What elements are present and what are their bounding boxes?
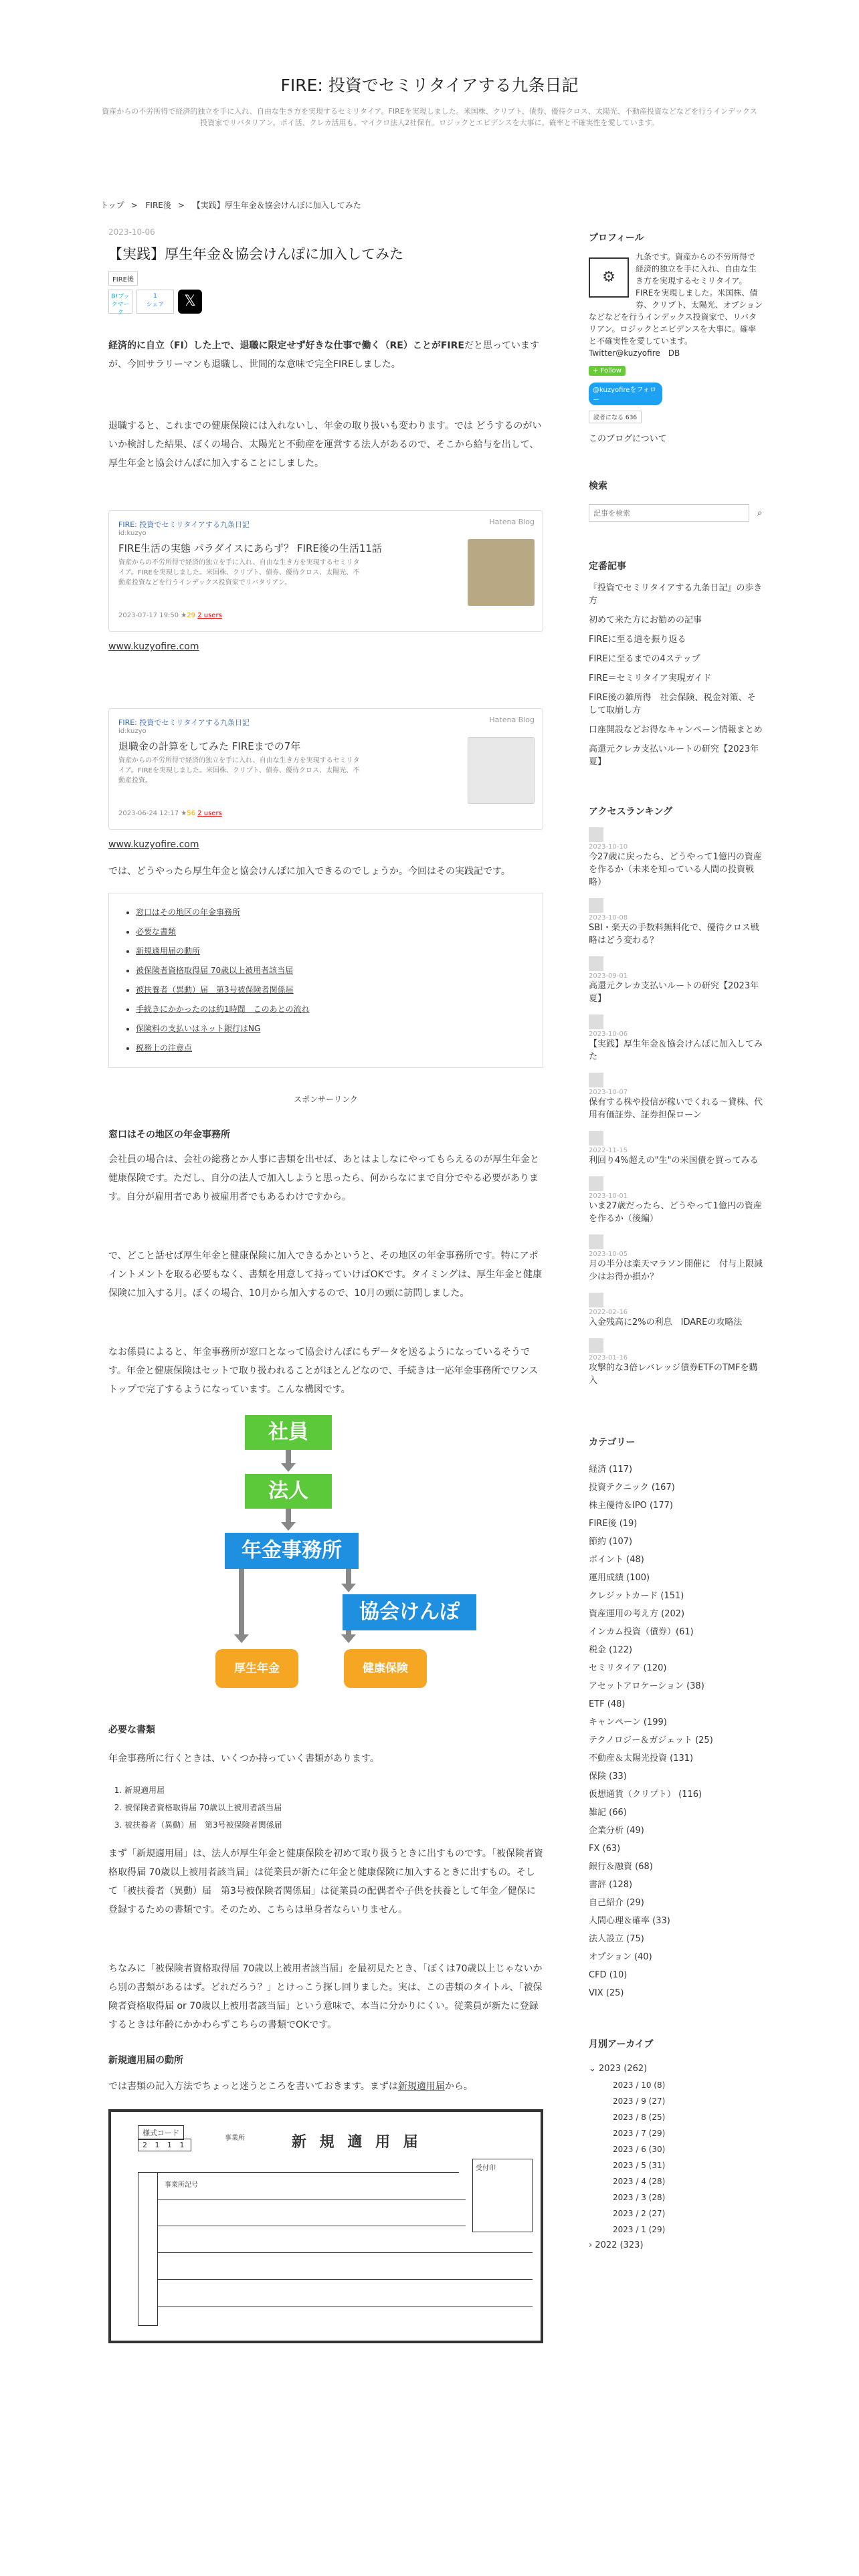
- ranking-section: [589, 804, 763, 1387]
- kyokai-kenpo-box: 協会けんぽ: [343, 1594, 476, 1630]
- search-box: [589, 504, 763, 522]
- archive-heading: 月別アーカイブ: [589, 2039, 654, 2050]
- facebook-label: シェア: [146, 302, 165, 308]
- toc-item[interactable]: • 税務上の注意点: [136, 1039, 529, 1058]
- card-meta: 2023-07-17 19:50 ★29 2 users: [118, 612, 222, 619]
- paragraph-5: で、どこと話せば厚生年金と健康保険に加入できるかというと、その地区の年金事務所です。特にアポイントメントを取る必要もなく、書類を用意して持っていけばOKです。タイミングは、厚生年金と健康保険に加入する月。ぼくの場合、10月から加入するので、10月の頭に訪問しました。: [108, 1251, 543, 1299]
- breadcrumb-top[interactable]: トップ: [100, 201, 124, 210]
- category-link[interactable]: 雑記 (66): [589, 1808, 627, 1818]
- article-date[interactable]: 2023-10-06: [108, 227, 155, 237]
- list-item: 3. 被扶養者（異動）届 第3号被保険者関係届: [124, 1816, 543, 1834]
- breadcrumb-category[interactable]: FIRE後: [145, 201, 171, 210]
- category-link[interactable]: 人間心理＆確率 (33): [589, 1916, 670, 1926]
- archive-month-link[interactable]: 2023 / 6 (30): [613, 2145, 666, 2154]
- blog-description: 資産からの不労所得で経済的独立を手に入れ、自由な生き方を実現するセミリタイア。FIREを実現しました。米国株、クリプト、債券、優待クロス、太陽光、不動産投資などなどを行うインデックス投資家でリバタリアン。ポイ活、クレカ活用も。マイクロ法人2社保有。ロジックとエビデンスを大事に。確率と不確実性を愛しています。: [102, 107, 757, 127]
- pension-office-box: 年金事務所: [225, 1533, 359, 1569]
- arrow-head: [281, 1522, 296, 1531]
- category-link[interactable]: 自己紹介 (29): [589, 1898, 644, 1908]
- follow-button[interactable]: + Follow: [589, 366, 626, 376]
- ranking-item[interactable]: 2023-09-01 高還元クレカ支払いルートの研究【2023年夏】: [589, 956, 763, 1005]
- arrow: [286, 1509, 291, 1523]
- health-insurance-box: 健康保険: [344, 1649, 427, 1688]
- search-icon[interactable]: ⌕: [757, 508, 763, 518]
- form-code-label: 様式コード: [138, 2125, 184, 2140]
- form-line: [138, 2172, 459, 2173]
- card-summary: 資産からの不労所得で経済的独立を手に入れ、自由な生き方を実現するセミリタイア。FIREを実現しました。米国株、クリプト、債券、優待クロス、太陽光、不動産投資。: [118, 757, 360, 784]
- share-buttons: [108, 290, 543, 314]
- arrow-head: [281, 1463, 296, 1472]
- fixed-article-link[interactable]: 口座開設などお得なキャンペーン情報まとめ: [589, 725, 763, 735]
- ranking-thumbnail: [589, 956, 603, 971]
- category-link[interactable]: キャンペーン (199): [589, 1717, 667, 1727]
- form-side-label: [138, 2172, 158, 2326]
- profile-avatar-icon[interactable]: ⚙: [589, 257, 629, 298]
- insurance-flow-diagram: [108, 1415, 543, 1703]
- category-link[interactable]: ETF (48): [589, 1699, 626, 1709]
- category-link[interactable]: 仮想通貨（クリプト） (116): [589, 1790, 702, 1800]
- category-link[interactable]: FX (63): [589, 1844, 621, 1854]
- card-meta: 2023-06-24 12:17 ★56 2 users: [118, 810, 222, 817]
- search-section: [589, 479, 763, 522]
- category-link[interactable]: 資産運用の考え方 (202): [589, 1609, 685, 1619]
- fixed-article-link[interactable]: FIRE＝セミリタイア実現ガイド: [589, 673, 712, 683]
- list-item: 1. 新規適用届: [124, 1782, 543, 1799]
- category-link[interactable]: 運用成績 (100): [589, 1573, 650, 1583]
- profile-text: ⚙ 九条です。資産からの不労所得で経済的独立を手に入れ、自由な生き方を実現するセミリタイア。FIREを実現しました。米国株、債券、クリプト、太陽光、オプションなどなどを行うインデックス投資家で、リバタリアン。ロジックとエビデンスを大事に。確率と不確実性を愛しています。Twitter@kuzyofire DB: [589, 252, 763, 358]
- breadcrumb-current: 【実践】厚生年金＆協会けんぽに加入してみた: [192, 201, 361, 210]
- category-link[interactable]: FIRE後 (19): [589, 1519, 638, 1529]
- card-summary: 資産からの不労所得で経済的独立を手に入れ、自由な生き方を実現するセミリタイア。FIREを実現しました。米国株、クリプト、債券、優待クロス、太陽光、不動産投資などを行うインデックス投資家でリバタリアン。: [118, 559, 360, 586]
- category-link[interactable]: 税金 (122): [589, 1645, 633, 1655]
- ranking-thumbnail: [589, 1073, 603, 1087]
- paragraph-9: ちなみに「被保険者資格取得届 70歳以上被用者該当届」を最初見たとき、「ぼくは70歳以上じゃないから別の書類があるはず。どれだろう？」とけっこう探し回りました。実は、この書類のタイトル、「被保険者資格取得届 or 70歳以上被用者該当届」という意味で、本当に分かりにくい。従業員が新たに登録するときは年齢にかかわらずこちらの書類でOKです。: [108, 1963, 543, 2030]
- archive-month-link[interactable]: 2023 / 10 (8): [613, 2080, 666, 2090]
- category-list: [589, 1461, 763, 2002]
- category-link[interactable]: 保険 (33): [589, 1772, 627, 1782]
- fixed-article-link[interactable]: 『投資でセミリタイアする九条日記』の歩き方: [589, 583, 763, 606]
- category-link[interactable]: 株主優待＆IPO (177): [589, 1501, 673, 1511]
- form-office-label: 事業所記号: [165, 2181, 198, 2189]
- category-link[interactable]: 経済 (117): [589, 1465, 633, 1475]
- intro-paragraph: [108, 336, 543, 374]
- section-heading: 窓口はその地区の年金事務所: [108, 1130, 230, 1140]
- hatena-blog-label: Hatena Blog: [489, 716, 535, 724]
- hatena-bookmark-button[interactable]: B!ブックマーク: [108, 290, 132, 314]
- category-link[interactable]: 書評 (128): [589, 1880, 633, 1890]
- section-heading: 必要な書類: [108, 1725, 155, 1735]
- ranking-thumbnail: [589, 898, 603, 913]
- fixed-article-link[interactable]: FIRE後の雑所得 社会保険、税金対策、そして取崩し方: [589, 693, 756, 716]
- archive-list: [589, 2061, 763, 2254]
- category-link[interactable]: インカム投資（債券）(61): [589, 1627, 694, 1637]
- form-title: 新 規 適 用 届: [292, 2134, 422, 2151]
- toc-item[interactable]: • 手続きにかかったのは約1時間 このあとの流れ: [136, 1000, 529, 1019]
- section-heading: 新規適用届の動所: [108, 2055, 183, 2066]
- toc-item[interactable]: • 新規適用届の動所: [136, 942, 529, 961]
- archive-month-link[interactable]: 2023 / 9 (27): [613, 2097, 666, 2106]
- archive-month-link[interactable]: 2023 / 2 (27): [613, 2209, 666, 2218]
- ranking-item[interactable]: 2023-10-10 今27歳に戻ったら、どうやって1億円の資産を作るか（未来を知っている人間の投資戦略）: [589, 827, 763, 889]
- list-item: 2. 被保険者資格取得届 70歳以上被用者該当届: [124, 1799, 543, 1816]
- search-input[interactable]: [589, 504, 749, 522]
- category-link[interactable]: テクノロジー＆ガジェット (25): [589, 1735, 713, 1745]
- blog-card-1[interactable]: [108, 510, 543, 632]
- ranking-item[interactable]: 2023-10-08 SBI・楽天の手数料無料化で、優待クロス戦略はどう変わる？: [589, 898, 763, 947]
- toc-item[interactable]: • 被扶養者（異動）届 第3号被保険者関係届: [136, 980, 529, 1000]
- ranking-thumbnail: [589, 1235, 603, 1249]
- arrow: [286, 1450, 291, 1465]
- ranking-item[interactable]: 2023-10-05 月の半分は楽天マラソン開催に 付与上限減少はお得か損か？: [589, 1235, 763, 1283]
- corporation-box: 法人: [245, 1474, 332, 1509]
- ranking-item[interactable]: 2022-11-15 利回り4%超えの"生"の米国債を買ってみる: [589, 1131, 763, 1167]
- paragraph-7: 年金事務所に行くときは、いくつか持っていく書類があります。: [108, 1753, 379, 1764]
- table-of-contents: [108, 893, 543, 1068]
- ranking-item[interactable]: 2023-10-07 保有する株や投信が稼いでくれる〜貸株、代用有価証券、証券担保ローン: [589, 1073, 763, 1121]
- paragraph-2: 退職すると、これまでの健康保険には入れないし、年金の取り扱いも変わります。では どうするのがいいか検討した結果、ぼくの場合、太陽光と不動産を運営する法人があるので、そこから給与を出して、厚生年金と協会けんぽに加入することにしました。: [108, 421, 542, 469]
- arrow: [239, 1569, 244, 1636]
- fixed-article-link[interactable]: FIREに至る道を振り返る: [589, 635, 686, 645]
- facebook-share-button[interactable]: [136, 290, 174, 314]
- archive-month-link[interactable]: 2023 / 7 (29): [613, 2129, 666, 2138]
- ranking-thumbnail: [589, 1131, 603, 1146]
- new-application-link[interactable]: 新規適用届: [397, 2081, 445, 2092]
- category-link[interactable]: ポイント (48): [589, 1555, 644, 1565]
- article: [108, 227, 543, 2343]
- toc-item[interactable]: • 被保険者資格取得届 70歳以上被用者該当届: [136, 961, 529, 980]
- archive-month-link[interactable]: 2023 / 3 (28): [613, 2193, 666, 2202]
- arrow-head: [234, 1634, 249, 1643]
- ranking-item[interactable]: 2023-10-01 いま27歳だったら、どうやって1億円の資産を作るか（後編）: [589, 1176, 763, 1225]
- ranking-thumbnail: [589, 1338, 603, 1353]
- archive-month-link[interactable]: 2023 / 8 (25): [613, 2113, 666, 2122]
- hatena-blog-label: Hatena Blog: [489, 518, 535, 526]
- sidebar: [589, 231, 763, 2278]
- card-thumbnail: [468, 737, 535, 804]
- category-link[interactable]: オプション (40): [589, 1952, 652, 1962]
- facebook-count: 1: [153, 293, 157, 300]
- article-title[interactable]: 【実践】厚生年金＆協会けんぽに加入してみた: [108, 246, 403, 262]
- card-site: FIRE: 投資でセミリタイアする九条日記: [118, 718, 250, 727]
- card-1-url[interactable]: www.kuzyofire.com: [108, 641, 199, 652]
- category-link[interactable]: 企業分析 (49): [589, 1826, 644, 1836]
- form-code-digits: 2 1 1 1: [138, 2139, 191, 2151]
- intro-bold: 経済的に自立（FI）した上で、退職に限定せず好きな仕事で働く（RE）ことがFIRE: [108, 340, 464, 351]
- card-author: id:kuzyo: [118, 728, 147, 735]
- toc-item[interactable]: • 窓口はその地区の年金事務所: [136, 903, 529, 922]
- arrow: [346, 1569, 351, 1585]
- ranking-thumbnail: [589, 1014, 603, 1029]
- category-heading: カテゴリー: [589, 1437, 636, 1448]
- category-link[interactable]: クレジットカード (151): [589, 1591, 684, 1601]
- category-tag[interactable]: FIRE後: [108, 272, 138, 286]
- form-image: [108, 2109, 543, 2343]
- profile-heading: プロフィール: [589, 233, 644, 243]
- fixed-articles-heading: 定番記事: [589, 561, 626, 572]
- form-line: [158, 2252, 533, 2253]
- x-share-icon[interactable]: 𝕏: [178, 290, 202, 314]
- required-docs-list: [108, 1782, 543, 1834]
- card-site: FIRE: 投資でセミリタイアする九条日記: [118, 520, 250, 529]
- ranking-thumbnail: [589, 1293, 603, 1307]
- paragraph-8: まず「新規適用届」は、法人が厚生年金と健康保険を初めて取り扱うときに出すものです。「被保険者資格取得届 70歳以上被用者該当届」は従業員が新たに年金と健康保険に加入するときに出すもの。そして「被扶養者（異動）届 第3号被保険者関係届」は従業員の配偶者や子供を扶養として年金／健保に登録するための書類です。そのため、こちらは単身者ならいりません。: [108, 1848, 543, 1915]
- archive-months: [589, 2077, 763, 2238]
- fixed-articles-section: [589, 559, 763, 768]
- subscribe-button[interactable]: 読者になる 636: [589, 411, 642, 423]
- ranking-thumbnail: [589, 827, 603, 842]
- card-2-url[interactable]: www.kuzyofire.com: [108, 839, 199, 850]
- paragraph-10: では書類の記入方法でちょっと迷うところを書いておきます。まずは新規適用届から。: [108, 2081, 473, 2092]
- toc-item[interactable]: • 必要な書類: [136, 922, 529, 942]
- archive-month-link[interactable]: 2023 / 5 (31): [613, 2161, 666, 2170]
- fixed-article-link[interactable]: FIREに至るまでの4ステップ: [589, 654, 700, 664]
- ranking-item[interactable]: 2022-02-16 入金残高に2%の利息 IDAREの攻略法: [589, 1293, 763, 1329]
- arrow-head: [341, 1584, 356, 1592]
- ranking-item[interactable]: 2023-01-16 攻撃的な3倍レバレッジ債券ETFのTMFを購入: [589, 1338, 763, 1387]
- fixed-article-link[interactable]: 初めて来た方にお勧めの記事: [589, 615, 702, 625]
- category-link[interactable]: VIX (25): [589, 1988, 624, 1998]
- paragraph-6: なお係員によると、年金事務所が窓口となって協会けんぽにもデータを送るようになっているそうです。年金と健康保険はセットで取り扱われることがほとんどなので、手続きは一応年金事務所でワンストップで完了するようになっています。こんな構図です。: [108, 1347, 539, 1395]
- category-link[interactable]: 法人設立 (75): [589, 1934, 644, 1944]
- breadcrumb: トップ > FIRE後 > 【実践】厚生年金＆協会けんぽに加入してみた: [100, 201, 361, 210]
- about-blog-link[interactable]: このブログについて: [589, 434, 667, 444]
- toc-item[interactable]: • 保険料の支払いはネット銀行はNG: [136, 1019, 529, 1039]
- employee-box: 社員: [245, 1415, 332, 1450]
- category-link[interactable]: 銀行＆融資 (68): [589, 1862, 653, 1872]
- paragraph-4: 会社員の場合は、会社の総務とか人事に書類を出せば、あとはよしなにやってもらえるのが厚生年金と健康保険です。ただし、自分の法人で加入しようと思ったら、何からなにまで自分でやる必要があります。自分が雇用者であり被雇用者でもあるわけですから。: [108, 1154, 539, 1202]
- fixed-article-link[interactable]: 高還元クレカ支払いルートの研究【2023年夏】: [589, 744, 759, 767]
- card-title[interactable]: 退職金の計算をしてみた FIREまでの7年: [118, 740, 301, 752]
- archive-month-link[interactable]: 2023 / 4 (28): [613, 2177, 666, 2186]
- archive-section: [589, 2037, 763, 2254]
- ranking-heading: アクセスランキング: [589, 807, 673, 817]
- form-line: [158, 2279, 533, 2280]
- blog-header: [0, 0, 859, 160]
- form-category: 事業所: [225, 2135, 245, 2142]
- twitter-follow-button[interactable]: @kuzyofireをフォロー: [589, 383, 662, 405]
- card-thumbnail: [468, 539, 535, 606]
- archive-year[interactable]: ⌄ 2023 (262): [589, 2064, 648, 2074]
- sponsored-link-label: スポンサーリンク: [294, 1095, 358, 1104]
- chevron-right-icon: ›: [589, 2240, 595, 2250]
- chevron-down-icon: ⌄: [589, 2064, 599, 2074]
- search-heading: 検索: [589, 481, 607, 492]
- archive-year[interactable]: › 2022 (323): [589, 2240, 644, 2250]
- blog-title[interactable]: FIRE: 投資でセミリタイアする九条日記: [280, 76, 579, 95]
- category-link[interactable]: 節約 (107): [589, 1537, 633, 1547]
- intro-rest: だと思っていますが、今回サラリーマンも退職し、世間的な意味で完全FIREしました。: [108, 340, 539, 370]
- card-title[interactable]: FIRE生活の実態 パラダイスにあらず？ FIRE後の生活11話: [118, 542, 382, 554]
- ranking-thumbnail: [589, 1176, 603, 1191]
- category-link[interactable]: アセットアロケーション (38): [589, 1681, 704, 1691]
- card-author: id:kuzyo: [118, 530, 147, 537]
- form-stamp-box: 受付印: [472, 2159, 533, 2232]
- profile-section: [589, 231, 763, 444]
- paragraph-3: では、どうやったら厚生年金と協会けんぽに加入できるのでしょうか。今回はその実践記です。: [108, 866, 510, 877]
- blog-card-2[interactable]: [108, 708, 543, 830]
- archive-month-link[interactable]: 2023 / 1 (29): [613, 2225, 666, 2234]
- category-link[interactable]: 投資テクニック (167): [589, 1483, 675, 1493]
- category-link[interactable]: セミリタイア (120): [589, 1663, 667, 1673]
- ranking-item[interactable]: 2023-10-06 【実践】厚生年金＆協会けんぽに加入してみた: [589, 1014, 763, 1063]
- category-link[interactable]: CFD (10): [589, 1970, 628, 1980]
- pension-box: 厚生年金: [215, 1649, 298, 1688]
- category-section: [589, 1435, 763, 2002]
- arrow-head: [341, 1634, 356, 1643]
- category-link[interactable]: 不動産＆太陽光投資 (131): [589, 1753, 694, 1763]
